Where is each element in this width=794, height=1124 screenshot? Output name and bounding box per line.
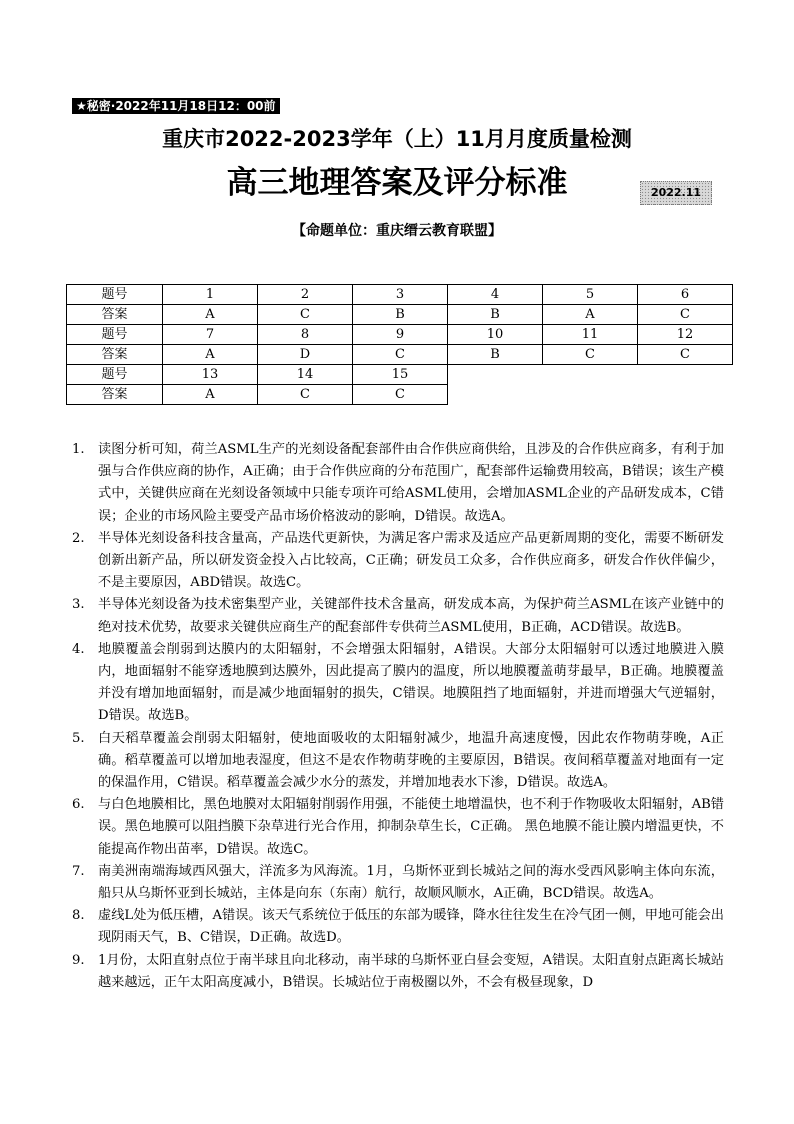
answer-cell: C xyxy=(638,305,733,325)
empty-cell xyxy=(638,385,733,405)
row-label: 答案 xyxy=(67,345,163,365)
explanation-list xyxy=(72,439,724,994)
question-number: 9 xyxy=(353,325,448,345)
row-label: 题号 xyxy=(67,285,163,305)
exam-title: 重庆市2022-2023学年（上）11月月度质量检测 xyxy=(162,127,632,151)
row-label: 答案 xyxy=(67,305,163,325)
item-number: 8. xyxy=(72,908,85,924)
answer-cell: A xyxy=(163,345,258,365)
explanation-text: 虚线L处为低压槽，A错误。该天气系统位于低压的东部为暖锋，降水往往发生在冷气团一侧，甲地可能会出现阴雨天气，B、C错误，D正确。故选D。 xyxy=(98,908,724,946)
item-number: 7. xyxy=(72,863,85,879)
question-number: 2 xyxy=(258,285,353,305)
explanation-text: 读图分析可知，荷兰ASML生产的光刻设备配套部件由合作供应商供给，且涉及的合作供应商多，有利于加强与合作供应商的协作，A正确；由于合作供应商的分布范围广，配套部件运输费用较高，B错误；该生产模式中，关键供应商在光刻设备领域中只能专项许可给ASML使用，会增加ASML企业的产品研发成本，C错误；企业的市场风险主要受产品市场价格波动的影响，D错误。故选A。 xyxy=(98,442,724,524)
row-label: 题号 xyxy=(67,325,163,345)
question-number: 12 xyxy=(638,325,733,345)
item-number: 3. xyxy=(72,597,85,613)
item-number: 6. xyxy=(72,797,85,813)
issuing-unit: 【命题单位：重庆缙云教育联盟】 xyxy=(292,223,502,239)
question-number: 7 xyxy=(163,325,258,345)
answer-table xyxy=(66,284,733,405)
answer-cell: A xyxy=(163,385,258,405)
explanation-text: 南美洲南端海域西风强大，洋流多为风海流。1月，乌斯怀亚到长城站之间的海水受西风影响主体向东流，船只从乌斯怀亚到长城站，主体是向东（东南）航行，故顺风顺水，A正确，BCD错误。故选A。 xyxy=(98,863,724,902)
item-number: 5. xyxy=(72,730,85,746)
explanation-item xyxy=(72,639,724,728)
explanation-text: 半导体光刻设备为技术密集型产业，关键部件技术含量高，研发成本高，为保护荷兰ASML在该产业链中的绝对技术优势，故要求关键供应商生产的配套部件专供荷兰ASML使用，B正确，ACD错误。故选B。 xyxy=(98,597,724,635)
explanation-text: 半导体光刻设备科技含量高，产品迭代更新快，为满足客户需求及适应产品更新周期的变化，需要不断研发创新出新产品，所以研发资金投入占比较高，C正确；研发员工众多，合作供应商多，研发合作伙伴偏少，不是主要原因，ABD错误。故选C。 xyxy=(98,530,724,591)
answer-cell: A xyxy=(163,305,258,325)
explanation-item xyxy=(72,861,724,905)
explanation-text: 与白色地膜相比，黑色地膜对太阳辐射削弱作用强，不能使土地增温快，也不利于作物吸收太阳辐射，AB错误。黑色地膜可以阻挡膜下杂草进行光合作用，抑制杂草生长，C正确。 黑色地膜不能让膜内增温更快，不能提高作物出苗率，D错误。故选C。 xyxy=(98,797,724,857)
empty-cell xyxy=(543,365,638,385)
empty-cell xyxy=(638,365,733,385)
answer-cell: C xyxy=(638,345,733,365)
answer-cell: C xyxy=(258,385,353,405)
question-number: 13 xyxy=(163,365,258,385)
question-number: 15 xyxy=(353,365,448,385)
question-number: 10 xyxy=(448,325,543,345)
document-title: 高三地理答案及评分标准 xyxy=(226,165,568,201)
explanation-item xyxy=(72,905,724,949)
item-number: 4. xyxy=(72,641,85,657)
answer-cell: B xyxy=(448,345,543,365)
question-number: 5 xyxy=(543,285,638,305)
question-number: 14 xyxy=(258,365,353,385)
answer-cell: B xyxy=(448,305,543,325)
empty-cell xyxy=(543,385,638,405)
question-number: 3 xyxy=(353,285,448,305)
question-number: 8 xyxy=(258,325,353,345)
answer-cell: C xyxy=(353,345,448,365)
explanation-item xyxy=(72,594,724,638)
date-badge: 2022.11 xyxy=(640,181,712,205)
question-row xyxy=(67,365,733,385)
answer-row xyxy=(67,385,733,405)
question-number: 1 xyxy=(163,285,258,305)
explanation-item xyxy=(72,528,724,595)
answer-row xyxy=(67,305,733,325)
item-number: 9. xyxy=(72,952,85,968)
answer-cell: A xyxy=(543,305,638,325)
answer-cell: B xyxy=(353,305,448,325)
answer-cell: C xyxy=(543,345,638,365)
explanation-text: 地膜覆盖会削弱到达膜内的太阳辐射，不会增强太阳辐射，A错误。大部分太阳辐射可以透过地膜进入膜内，地面辐射不能穿透地膜到达膜外，因此提高了膜内的温度，所以地膜覆盖萌芽最早，B正确。地膜覆盖并没有增加地面辐射，而是减少地面辐射的损失，C错误。地膜阻挡了地面辐射，并进而增强大气逆辐射，D错误。故选B。 xyxy=(98,641,724,724)
explanation-text: 1月份，太阳直射点位于南半球且向北移动，南半球的乌斯怀亚白昼会变短，A错误。太阳直射点距离长城站越来越远，正午太阳高度减小，B错误。长城站位于南极圈以外，不会有极昼现象，D xyxy=(98,952,724,990)
question-number: 4 xyxy=(448,285,543,305)
explanation-item xyxy=(72,794,724,861)
confidential-tag: ★秘密·2022年11月18日12：00前 xyxy=(72,98,280,114)
question-row xyxy=(67,325,733,345)
question-row xyxy=(67,285,733,305)
explanation-item xyxy=(72,950,724,994)
question-number: 11 xyxy=(543,325,638,345)
row-label: 题号 xyxy=(67,365,163,385)
item-number: 2. xyxy=(72,530,85,546)
answer-row xyxy=(67,345,733,365)
answer-cell: D xyxy=(258,345,353,365)
empty-cell xyxy=(448,385,543,405)
empty-cell xyxy=(448,365,543,385)
row-label: 答案 xyxy=(67,385,163,405)
answer-cell: C xyxy=(353,385,448,405)
answer-cell: C xyxy=(258,305,353,325)
item-number: 1. xyxy=(72,442,85,457)
explanation-item xyxy=(72,439,724,528)
explanation-text: 白天稻草覆盖会削弱太阳辐射，使地面吸收的太阳辐射减少，地温升高速度慢，因此农作物萌芽晚，A正确。稻草覆盖可以增加地表湿度，但这不是农作物萌芽晚的主要原因，B错误。夜间稻草覆盖对地面有一定的保温作用，C错误。稻草覆盖会减少水分的蒸发，并增加地表水下渗，D错误。故选A。 xyxy=(98,730,724,791)
explanation-item xyxy=(72,728,724,795)
question-number: 6 xyxy=(638,285,733,305)
